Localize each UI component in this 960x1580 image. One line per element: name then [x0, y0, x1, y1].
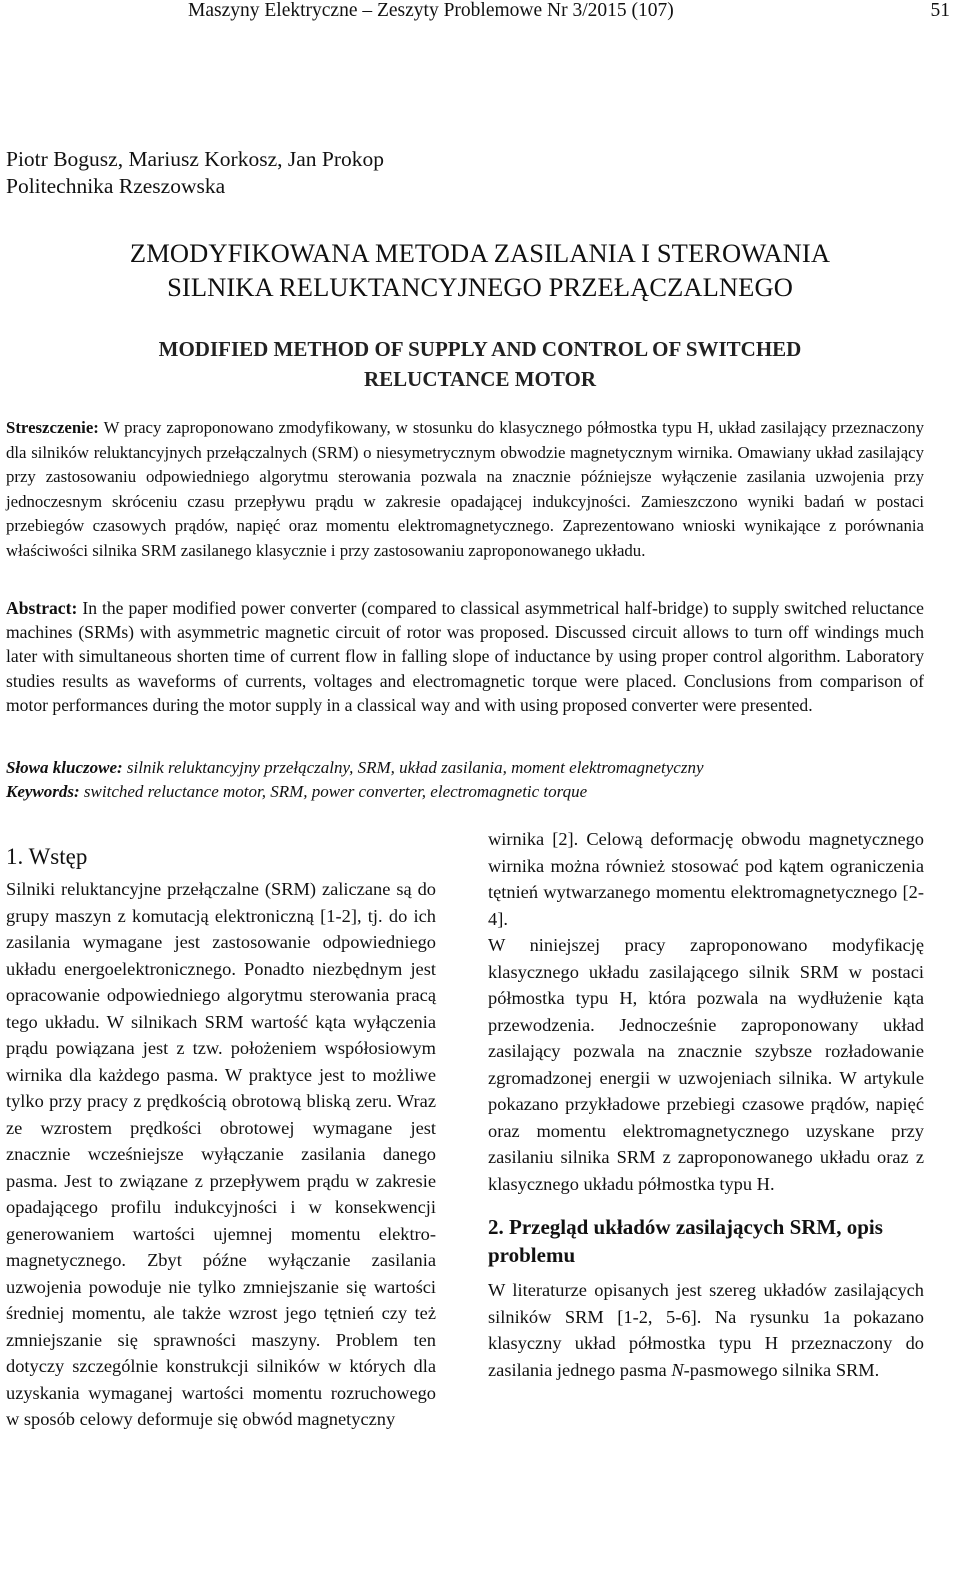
title-polish-line1: ZMODYFIKOWANA METODA ZASILANIA I STEROWANIA: [129, 238, 831, 268]
keywords-polish: [6, 756, 924, 780]
left-column: [6, 840, 436, 1433]
section-2-text-a: W literaturze opisanych jest szereg układów zasilających silników SRM [1-2, 5-6]. Na rysunku 1a pokazano klasyczny układ półmostka typu H przeznaczony do zasilania jednego pasma: [488, 1280, 924, 1380]
abstract-english: [6, 596, 924, 717]
section-1-paragraph: Silniki reluktancyjne przełączalne (SRM) zaliczane są do grupy maszyn z komutacją elektroniczną [1-2], tj. do ich zasilania wymagane jest zastosowanie odpowiedniego układu energoelektronicznego. Ponadto niezbędnym jest opracowanie odpowiedniego algorytmu sterowania pracą tego układu. W silnikach SRM wartość kąta wyłączenia prądu powiązana jest z tzw. położeniem współosiowym wirnika dla każdego pasma. W praktyce jest to możliwe tylko przy pracy z prędkością obrotową bliską zeru. Wraz ze wzrostem prędkości obrotowej wymagane jest znacznie wcześniejsze wyłączanie zasilania danego pasma. Jest to związane z przepływem prądu w zakresie opadającego profilu indukcyjności i w konsekwencji generowaniem wartości ujemnej momentu elektro-magnetycznego. Zbyt późne wyłączanie zasilania uzwojenia powoduje nie tylko zmniejszanie się wartości średniej momentu, ale także wzrost jego tętnień czy też zmniejszanie się sprawności maszyny. Problem ten dotyczy szczególnie konstrukcji silników w których dla uzyskania wymaganej wartości momentu rozruchowego w sposób celowy deformuje się obwód magnetyczny: [6, 879, 436, 1429]
section-2-paragraph: [488, 1277, 924, 1383]
title-english-line1: MODIFIED METHOD OF SUPPLY AND CONTROL OF SWITCHED: [158, 337, 802, 361]
section-1-heading: 1. Wstęp: [6, 844, 88, 869]
title-polish: [0, 236, 960, 304]
author-affiliation: Politechnika Rzeszowska: [6, 174, 226, 198]
abstract-english-label: Abstract:: [6, 598, 78, 618]
keywords-english-label: Keywords:: [6, 782, 80, 801]
title-english-line2: RELUCTANCE MOTOR: [364, 367, 596, 391]
title-polish-line2: SILNIKA RELUKTANCYJNEGO PRZEŁĄCZALNEGO: [167, 272, 793, 302]
section-2-heading: 2. Przegląd układów zasilających SRM, opis problemu: [488, 1215, 883, 1267]
section-2-text-italic: N: [671, 1359, 684, 1380]
title-english: [0, 334, 960, 394]
section-2-text-b: -pasmowego silnika SRM.: [683, 1359, 880, 1380]
author-block: [6, 146, 384, 200]
author-names: Piotr Bogusz, Mariusz Korkosz, Jan Prokop: [6, 147, 385, 171]
right-column: [488, 826, 924, 1383]
keywords-polish-text: silnik reluktancyjny przełączalny, SRM, układ zasilania, moment elektromagnetyczny: [122, 758, 704, 777]
journal-header: Maszyny Elektryczne – Zeszyty Problemowe Nr 3/2015 (107): [188, 0, 674, 21]
keywords-polish-label: Słowa kluczowe:: [6, 758, 123, 777]
section-1-continuation: wirnika [2]. Celową deformację obwodu magnetycznego wirnika można również stosować pod kątem ograniczenia tętnień wytwarzanego momentu elektromagnetycznego [2-4].: [488, 829, 924, 929]
keywords-english: [6, 780, 924, 804]
page-number: 51: [930, 0, 950, 21]
abstract-polish-label: Streszczenie:: [6, 418, 99, 437]
abstract-english-text: In the paper modified power converter (compared to classical asymmetrical half-bridge) to supply switched reluctance machines (SRMs) with asymmetric magnetic circuit of rotor was proposed. Discussed circuit allows to turn off windings much later with simultaneous shorten time of current flow in falling slope of inductance by using proper control algorithm. Laboratory studies results as waveforms of currents, voltages and electromagnetic torque were placed. Conclusions from comparison of motor performances during the motor supply in a classical way and with using proposed converter were presented.: [6, 598, 924, 715]
keywords-block: [6, 756, 924, 804]
keywords-english-text: switched reluctance motor, SRM, power converter, electromagnetic torque: [79, 782, 588, 801]
section-1-paragraph-2: W niniejszej pracy zaproponowano modyfikację klasycznego układu zasilającego silnik SRM w postaci półmostka typu H, która pozwala na wydłużenie kąta przewodzenia. Jednocześnie zaproponowany układ zasilający pozwala na znacznie szybsze rozładowanie zgromadzonej energii w uzwojeniach silnika. W artykule pokazano przykładowe przebiegi czasowe prądów, napięć oraz momentu elektromagnetycznego uzyskane przy zasilaniu silnika SRM z zaproponowanego układu oraz z klasycznego układu półmostka typu H.: [488, 935, 924, 1194]
abstract-polish-text: W pracy zaproponowano zmodyfikowany, w stosunku do klasycznego półmostka typu H, układ zasilający przeznaczony dla silników reluktancyjnych przełączalnych (SRM) o niesymetrycznym obwodzie magnetycznym wirnika. Omawiany układ zasilający przy zastosowaniu odpowiedniego algorytmu sterowania pozwala na znacznie późniejsze wyłączenie zasilania uzwojenia przy jednoczesnym skróceniu czasu przepływu prądu w zakresie opadającej indukcyjności. Zamieszczono wyniki badań w postaci przebiegów czasowych prądów, napięć oraz momentu elektromagnetycznego. Zaprezentowano wnioski wynikające z porównania właściwości silnika SRM zasilanego klasycznie i przy zastosowaniu zaproponowanego układu.: [6, 418, 924, 560]
abstract-polish: [6, 416, 924, 563]
